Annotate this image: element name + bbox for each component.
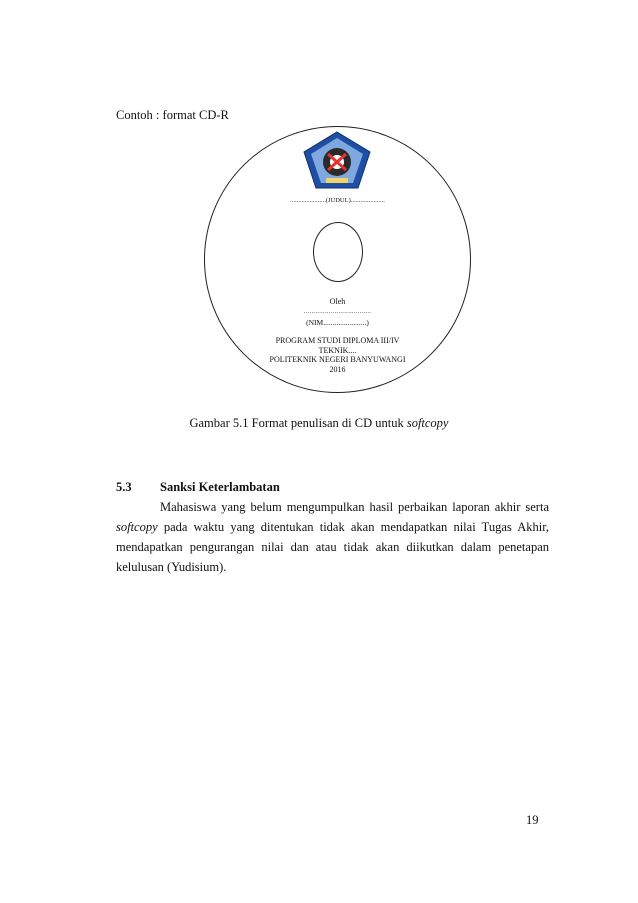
cd-program-line: 2016 [329,364,346,374]
cd-nim-placeholder: (NIM.......................) [306,318,369,327]
cd-program-line: POLITEKNIK NEGERI BANYUWANGI [269,355,406,364]
cd-name-placeholder: ................................... [303,308,372,315]
caption-text: Gambar 5.1 Format penulisan di CD untuk [189,416,407,430]
paragraph-italic: softcopy [116,520,158,534]
cd-program-line: PROGRAM STUDI DIPLOMA III/IV [275,336,400,345]
caption-italic: softcopy [406,416,449,430]
section-title: Sanksi Keterlambatan [160,480,280,494]
page-number: 19 [526,813,539,827]
cd-program-block [204,336,471,374]
cd-program-line: TEKNIK.... [318,345,357,355]
cd-oleh-label: Oleh [329,297,346,306]
section-number: 5.3 [116,480,132,494]
intro-label: Contoh : format CD-R [116,108,229,122]
cd-center-hole [313,222,363,282]
paragraph-text: Mahasiswa yang belum mengumpulkan hasil perbaikan laporan akhir serta [160,500,549,514]
cd-title-placeholder: ......................(JUDUL)..................... [290,197,385,204]
logo-ribbon [326,178,348,183]
section-paragraph [116,497,549,577]
institution-logo [302,130,372,190]
figure-caption [0,416,638,431]
paragraph-text-end: pada waktu yang ditentukan tidak akan mendapatkan nilai Tugas Akhir, mendapatkan pengurangan nilai dan atau tidak akan diikutkan dalam penetapan kelulusan (Yudisium). [116,520,549,574]
